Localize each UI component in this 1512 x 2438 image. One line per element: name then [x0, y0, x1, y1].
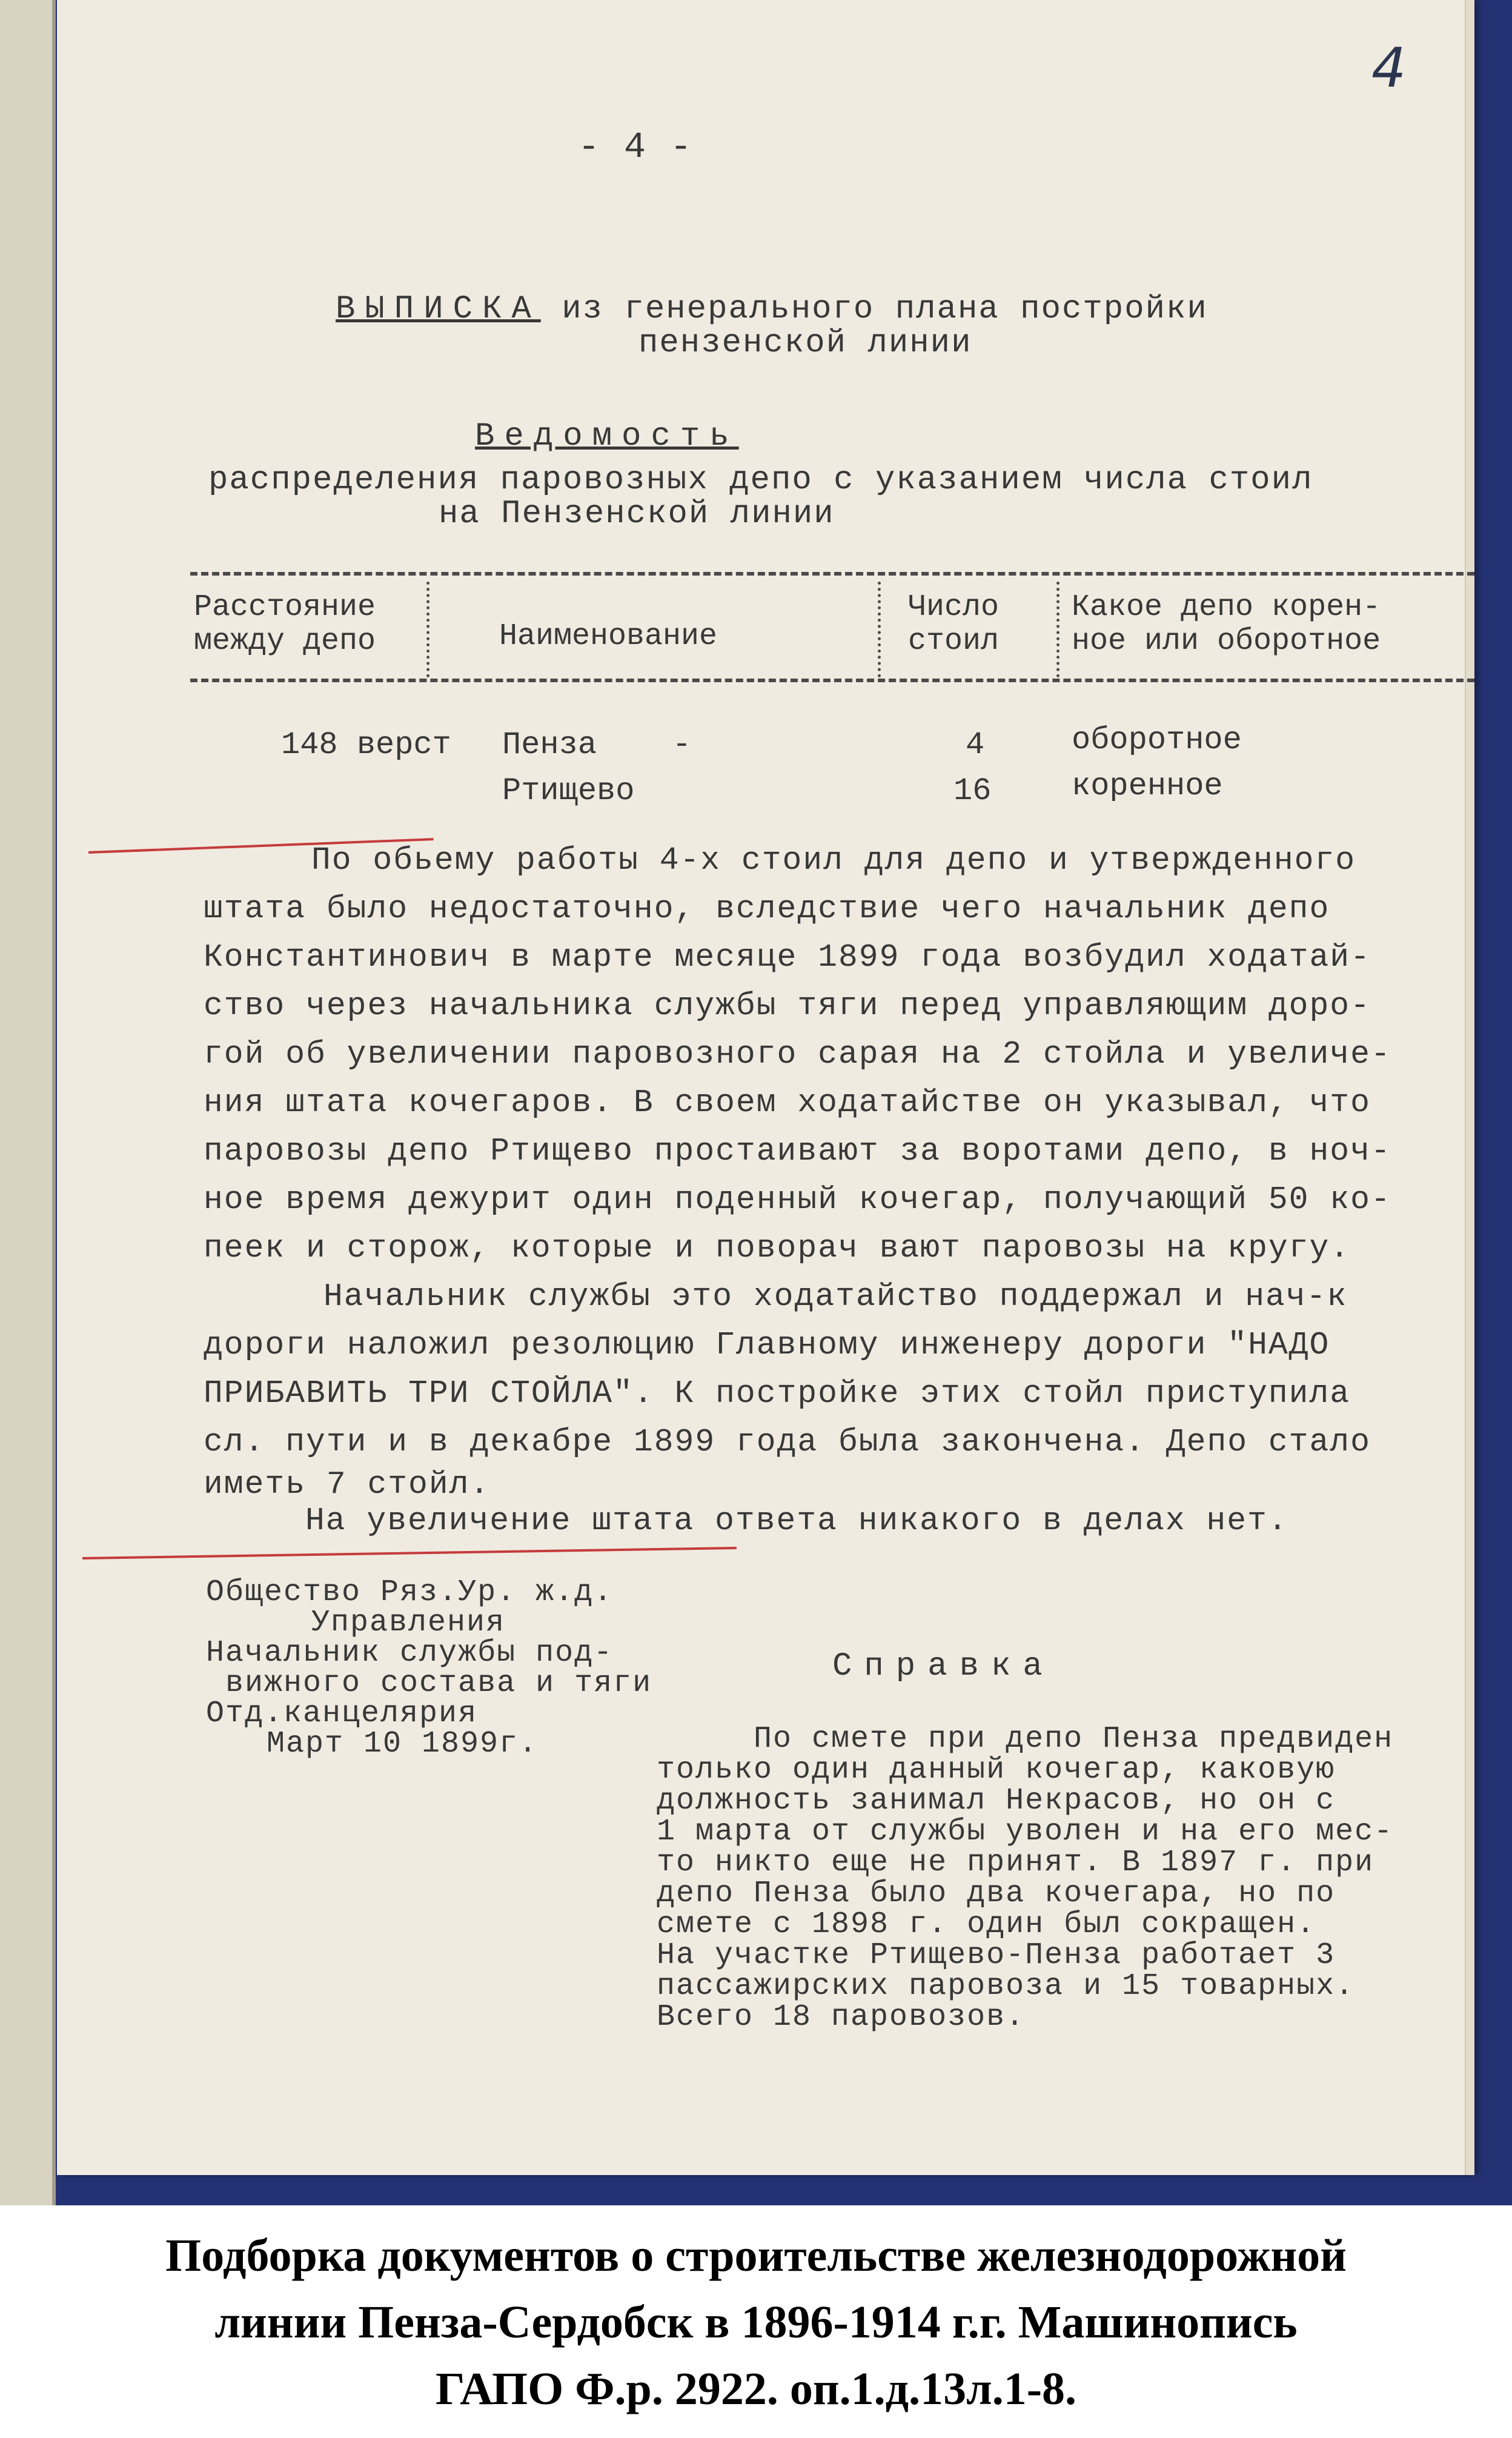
table-separator [426, 582, 429, 677]
spravka-line: пассажирских паровоза и 15 товарных. [657, 1969, 1355, 2004]
heading-rest: из генерального плана постройки [562, 291, 1208, 328]
spravka-line: только один данный кочегар, каковую [657, 1753, 1336, 1787]
caption-line: линии Пенза-Сердобск в 1896-1914 г.г. Машинопись [214, 2297, 1298, 2348]
row-2-stalls: 16 [953, 773, 992, 809]
letterhead-line: Март 10 1899г. [267, 1727, 539, 1761]
table-header-rule [190, 679, 1474, 682]
body-line: штата было недостаточно, вследствие чего начальник депо [204, 891, 1330, 927]
heading-line-2: пензенской линии [638, 325, 972, 362]
spravka-line: смете с 1898 г. один был сокращен. [657, 1907, 1316, 1942]
letterhead-line: вижного состава и тяги [225, 1666, 652, 1701]
letterhead-line: Отд.канцелярия [206, 1696, 478, 1731]
header-distance: Расстояние между депо [194, 590, 376, 659]
spravka-line: На участке Ртищево-Пенза работает 3 [657, 1938, 1336, 1973]
body-line: ное время дежурит один поденный кочегар, получающий 50 ко- [204, 1181, 1391, 1218]
table-separator [878, 582, 881, 677]
body-line: ство через начальника службы тяги перед управляющим доро- [204, 988, 1371, 1024]
document-page [57, 0, 1474, 2175]
spravka-title: Справка [832, 1648, 1055, 1685]
caption-line: ГАПО Ф.р. 2922. оп.1.д.13л.1-8. [435, 2363, 1077, 2414]
row-1-name: Пенза - [502, 727, 692, 763]
body-line: Константинович в марте месяце 1899 года возбудил ходатай- [204, 939, 1371, 975]
body-line: Начальник службы это ходатайство поддержал и нач-к [323, 1278, 1348, 1315]
body-line: паровозы депо Ртищево простаивают за воротами депо, в ноч- [204, 1133, 1391, 1169]
spravka-line: Всего 18 паровозов. [657, 2000, 1026, 2034]
spravka-line: депо Пенза было два кочегара, но по [657, 1876, 1336, 1911]
heading-line-1 [336, 291, 1208, 328]
body-line: дороги наложил резолюцию Главному инженеру дороги "НАДО [204, 1327, 1330, 1363]
heading-vypiska: ВЫПИСКА [336, 291, 541, 328]
page-number: - 4 - [578, 127, 694, 168]
body-line: сл. пути и в декабре 1899 года была закончена. Депо стало [204, 1424, 1371, 1460]
row-2-type: коренное [1072, 768, 1223, 804]
header-depot-type: Какое депо корен- ное или оборотное [1072, 590, 1381, 659]
spravka-line: должность занимал Некрасов, но он с [657, 1784, 1336, 1818]
spravka-line: 1 марта от службы уволен и на его мес- [657, 1815, 1394, 1849]
folio-number: 4 [1371, 36, 1407, 100]
red-pencil-mark-bottom [82, 1547, 737, 1559]
row-1-stalls: 4 [966, 727, 985, 763]
row-1-distance: 148 верст [281, 727, 451, 763]
page-right-edge [1465, 0, 1474, 2175]
row-2-name: Ртищево [502, 773, 635, 809]
body-line: гой об увеличении паровозного сарая на 2 стойла и увеличе- [204, 1036, 1391, 1072]
caption-panel [0, 2205, 1512, 2438]
body-line: ПРИБАВИТЬ ТРИ СТОЙЛА". К постройке этих стойл приступила [204, 1375, 1351, 1412]
row-1-type: оборотное [1072, 722, 1242, 758]
caption-line: Подборка документов о строительстве железнодорожной [165, 2230, 1347, 2281]
vedomost-subtitle-2: на Пензенской линии [439, 496, 835, 533]
table-separator [1056, 582, 1059, 677]
letterhead-line: Управления [311, 1606, 506, 1640]
body-line: По обьему работы 4-х стоил для депо и утвержденного [311, 842, 1356, 879]
spravka-line: По смете при депо Пенза предвиден [754, 1722, 1394, 1756]
underlying-page-edge [0, 0, 56, 2205]
body-line: На увеличение штата ответа никакого в делах нет. [305, 1503, 1288, 1539]
header-stalls: Число стоил [908, 590, 1000, 659]
spravka-line: то никто еще не принят. В 1897 г. при [657, 1845, 1374, 1880]
body-line: иметь 7 стойл. [204, 1466, 491, 1503]
vedomost-subtitle-1: распределения паровозных депо с указанием числа стоил [208, 462, 1313, 499]
vedomost-title: Ведомость [475, 418, 739, 455]
table-top-rule [190, 572, 1474, 576]
letterhead-line: Общество Ряз.Ур. ж.д. [206, 1575, 614, 1610]
body-line: ния штата кочегаров. В своем ходатайстве он указывал, что [204, 1084, 1371, 1121]
letterhead-line: Начальник службы под- [206, 1636, 614, 1670]
header-name: Наименование [499, 619, 718, 654]
body-line: пеек и сторож, которые и поворач вают паровозы на кругу. [204, 1230, 1351, 1266]
